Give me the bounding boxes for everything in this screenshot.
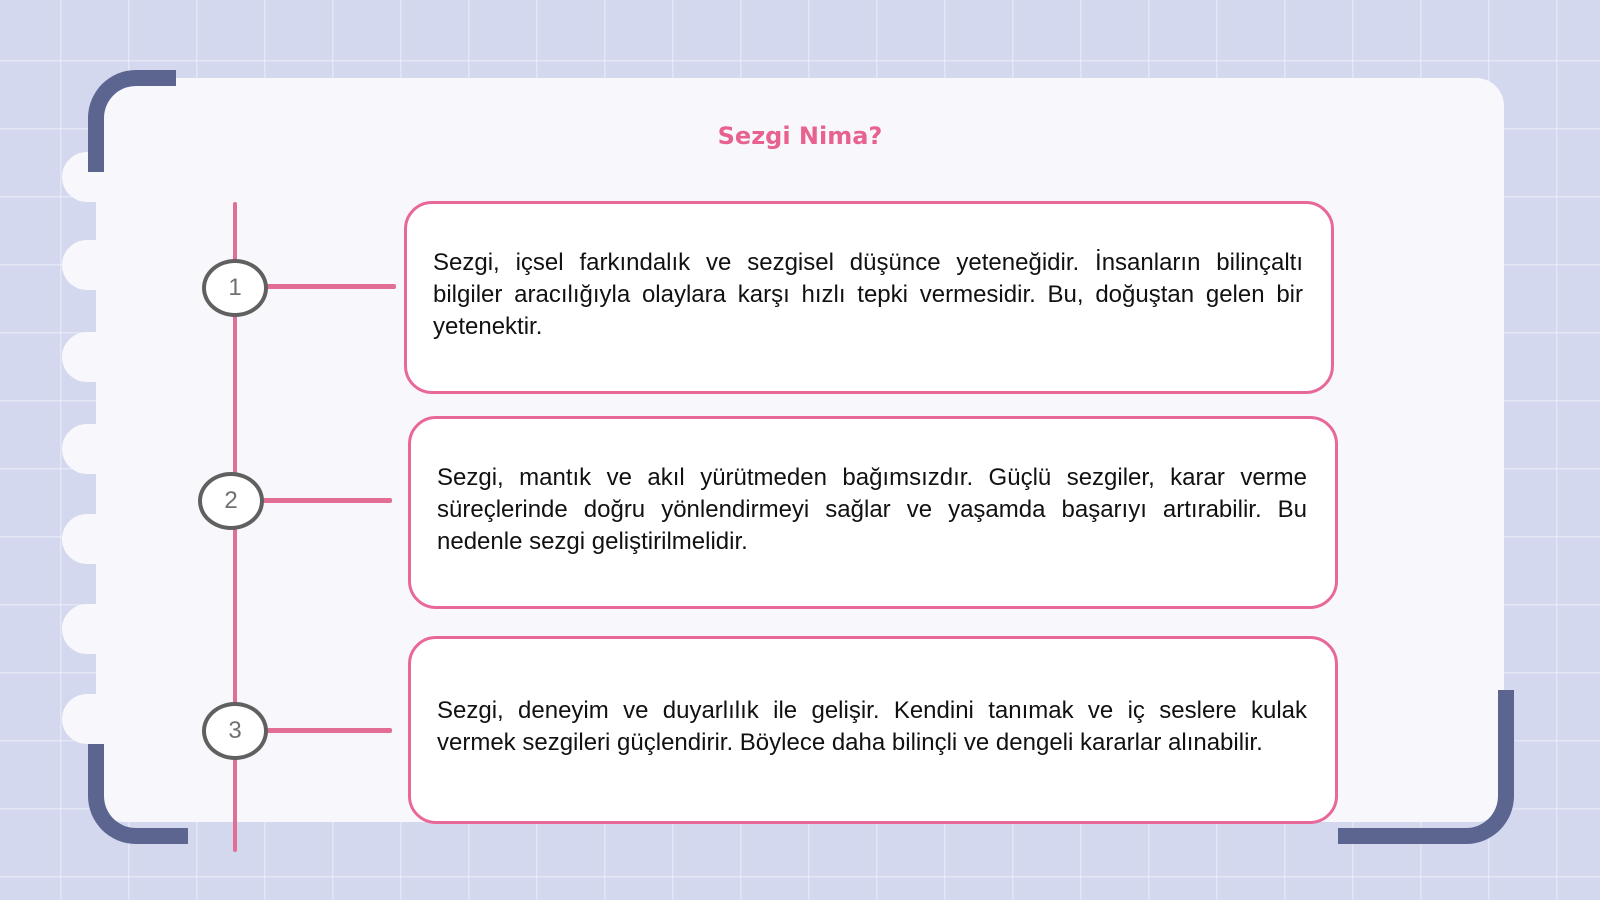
paper-tab xyxy=(62,424,124,474)
frame-corner-bottom-left xyxy=(88,744,188,844)
frame-corner-top-left xyxy=(88,70,176,172)
step-marker-3: 3 xyxy=(202,702,268,760)
step-marker-1: 1 xyxy=(202,259,268,317)
connector-line xyxy=(262,498,392,503)
paper-tab xyxy=(62,604,124,654)
text-box-2 xyxy=(408,416,1338,609)
paper-tab xyxy=(62,694,124,744)
text-box-3 xyxy=(408,636,1338,824)
paper-tab xyxy=(62,332,124,382)
paper-tab xyxy=(62,514,124,564)
connector-line xyxy=(262,728,392,733)
connector-line xyxy=(262,284,396,289)
text-box-content: Sezgi, mantık ve akıl yürütmeden bağımsızdır. Güçlü sezgiler, karar verme süreçlerinde doğru yönlendirmeyi sağlar ve yaşamda başarıyı artırabilir. Bu nedenle sezgi geliştirilmelidir. xyxy=(437,463,1307,555)
text-box-content: Sezgi, deneyim ve duyarlılık ile gelişir. Kendini tanımak ve iç seslere kulak vermek sezgileri güçlendirir. Böylece daha bilinçli ve dengeli kararlar alınabilir. xyxy=(437,697,1307,756)
paper-tab xyxy=(62,240,124,290)
frame-corner-bottom-right xyxy=(1338,690,1514,844)
slide-title: Sezgi Nima? xyxy=(717,122,883,150)
text-box-1 xyxy=(404,201,1334,394)
text-box-content: Sezgi, içsel farkındalık ve sezgisel düşünce yeteneğidir. İnsanların bilinçaltı bilgiler aracılığıyla olaylara karşı hızlı tepki vermesidir. Bu, doğuştan gelen bir yetenektir. xyxy=(433,248,1303,340)
step-marker-2: 2 xyxy=(198,472,264,530)
